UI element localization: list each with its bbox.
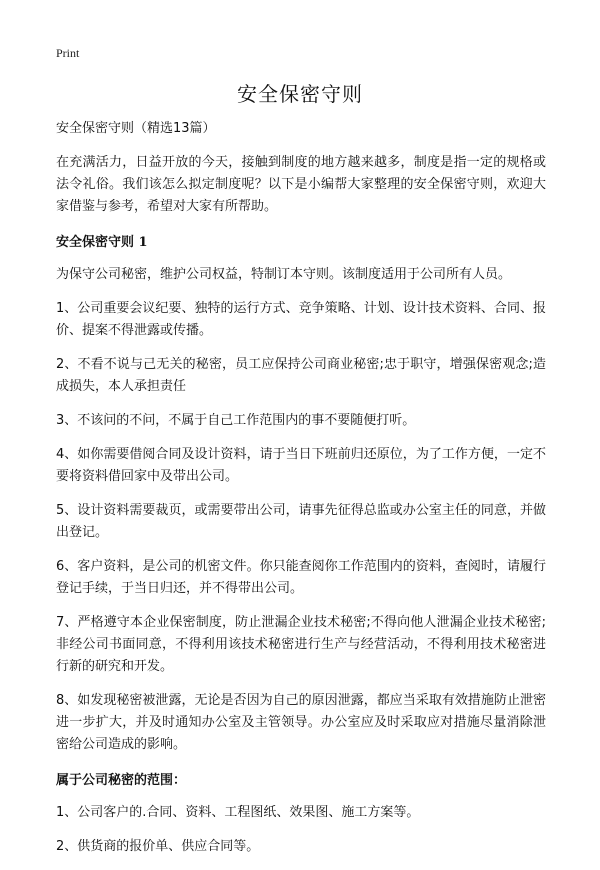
print-link[interactable]: Print [56,46,80,60]
paragraph: 4、如你需要借阅合同及设计资料，请于当日下班前归还原位，为了工作方便，一定不要将资料借回家中及带出公司。 [56,447,546,484]
document-title: 安全保密守则 [237,82,363,106]
paragraph: 3、不该问的不问，不属于自己工作范围内的事不要随便打听。 [56,413,416,428]
document-body [56,118,546,870]
section-heading: 属于公司秘密的范围： [56,773,187,788]
paragraph: 5、设计资料需要裁页，或需要带出公司，请事先征得总监或办公室主任的同意，并做出登记。 [56,503,546,540]
paragraph: 6、客户资料，是公司的机密文件。你只能查阅你工作范围内的资料，查阅时，请履行登记手续，于当日归还，并不得带出公司。 [56,559,546,596]
intro-paragraph: 在充满活力，日益开放的今天，接触到制度的地方越来越多，制度是指一定的规格或法令礼俗。我们该怎么拟定制度呢？以下是小编帮大家整理的安全保密守则，欢迎大家借鉴与参考，希望对大家有所帮助。 [56,155,546,214]
paragraph: 1、公司客户的.合同、资料、工程图纸、效果图、施工方案等。 [56,805,420,820]
paragraph: 7、严格遵守本企业保密制度，防止泄漏企业技术秘密;不得向他人泄漏企业技术秘密;非经公司书面同意，不得利用该技术秘密进行生产与经营活动，不得利用技术秘密进行新的研究和开发。 [56,615,546,674]
paragraph: 为保守公司秘密，维护公司权益，特制订本守则。该制度适用于公司所有人员。 [56,267,512,282]
paragraph: 1、公司重要会议纪要、独特的运行方式、竞争策略、计划、设计技术资料、合同、报价、提案不得泄露或传播。 [56,301,546,338]
document-subtitle: 安全保密守则（精选13篇） [56,121,216,136]
paragraph: 8、如发现秘密被泄露，无论是否因为自己的原因泄露，都应当采取有效措施防止泄密进一步扩大，并及时通知办公室及主管领导。办公室应及时采取应对措施尽量消除泄密给公司造成的影响。 [56,693,546,752]
paragraph: 2、不看不说与己无关的秘密，员工应保持公司商业秘密;忠于职守，增强保密观念;造成损失，本人承担责任 [56,357,546,394]
section-heading: 安全保密守则 1 [56,235,148,250]
paragraph: 2、供货商的报价单、供应合同等。 [56,839,260,854]
